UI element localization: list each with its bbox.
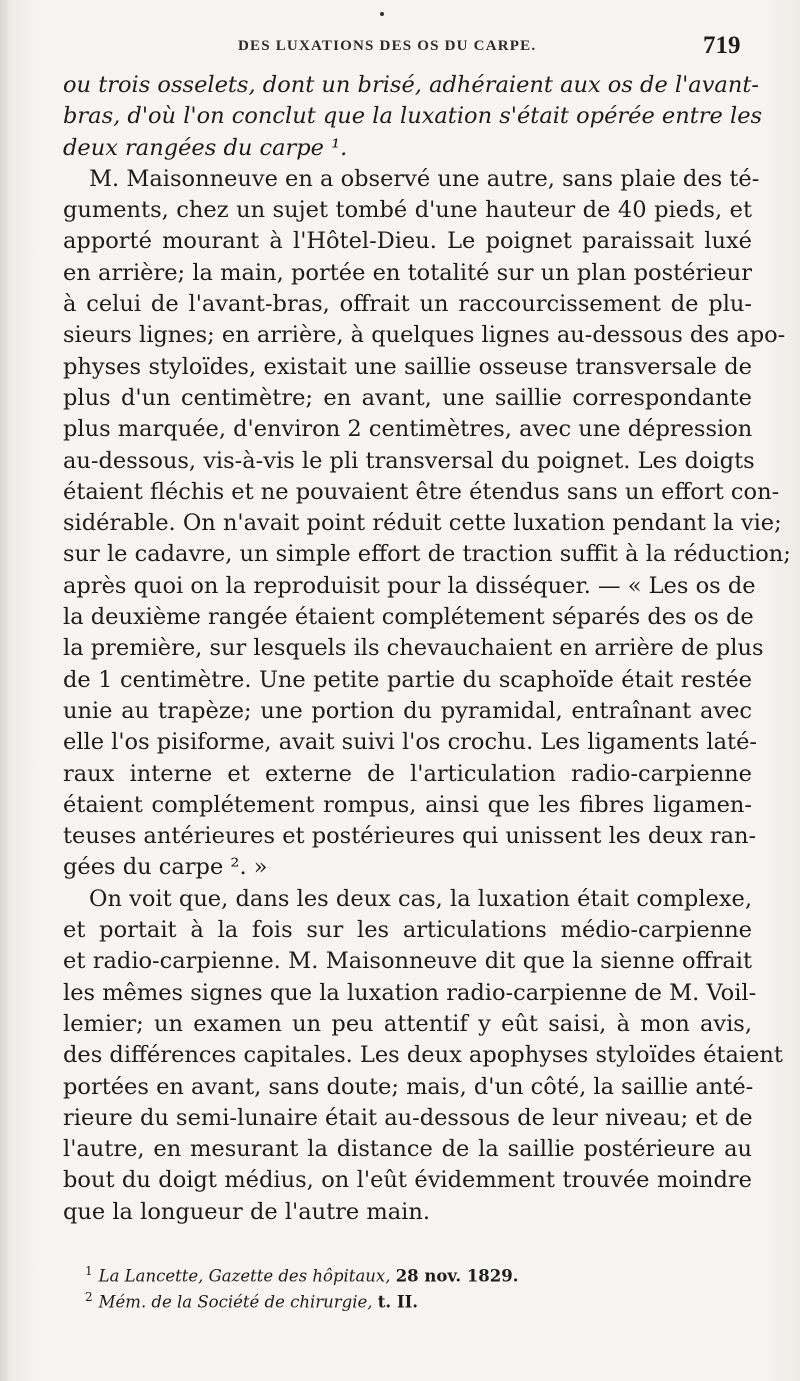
page-edge-shadow (0, 0, 10, 1381)
text-line: rieure du semi-lunaire était au-dessous de leur niveau; et de (63, 1104, 753, 1131)
text-line: la deuxième rangée étaient complétement séparés des os de (63, 604, 754, 631)
text-line: sidérable. On n'avait point réduit cette luxation pendant la vie; (63, 510, 782, 537)
printer-mark (380, 12, 384, 16)
text-line: raux interne et externe de l'articulation radio-carpienne (63, 760, 752, 787)
running-title: DES LUXATIONS DES OS DU CARPE. (238, 38, 537, 54)
text-line: ou trois osselets, dont un brisé, adhéraient aux os de l'avant- (63, 72, 759, 98)
footnote-detail: 28 nov. 1829. (395, 1266, 519, 1286)
footnote-number: 1 (85, 1264, 93, 1278)
text-line: la première, sur lesquels ils chevauchaient en arrière de plus (63, 635, 764, 662)
text-line: On voit que, dans les deux cas, la luxation était complexe, (89, 885, 752, 912)
text-line: à celui de l'avant-bras, offrait un raccourcissement de plu- (63, 291, 752, 318)
text-line: plus marquée, d'environ 2 centimètres, avec une dépression (63, 416, 753, 443)
text-line: gées du carpe ². » (63, 854, 268, 881)
text-line: des différences capitales. Les deux apophyses styloïdes étaient (63, 1042, 783, 1069)
text-line: les mêmes signes que la luxation radio-carpienne de M. Voil- (63, 979, 757, 1006)
footnote-number: 2 (85, 1290, 93, 1304)
text-line: elle l'os pisiforme, avait suivi l'os crochu. Les ligaments laté- (63, 729, 757, 756)
text-line: apporté mourant à l'Hôtel-Dieu. Le poignet paraissait luxé (63, 228, 752, 255)
text-line: deux rangées du carpe ¹. (63, 134, 348, 161)
text-line: de 1 centimètre. Une petite partie du scaphoïde était restée (63, 666, 752, 693)
text-line: sur le cadavre, un simple effort de traction suffit à la réduction; (63, 541, 791, 568)
text-line: M. Maisonneuve en a observé une autre, sans plaie des té- (89, 165, 760, 192)
text-line: physes styloïdes, existait une saillie osseuse transversale de (63, 353, 752, 380)
text-line: et radio-carpienne. M. Maisonneuve dit que la sienne offrait (63, 948, 752, 975)
text-line: lemier; un examen un peu attentif y eût saisi, à mon avis, (63, 1010, 752, 1037)
text-line: étaient complétement rompus, ainsi que les fibres ligamen- (63, 791, 752, 818)
footnote-detail: t. II. (377, 1292, 419, 1312)
text-line: que la longueur de l'autre main. (63, 1198, 430, 1225)
text-line: sieurs lignes; en arrière, à quelques lignes au-dessous des apo- (63, 322, 786, 349)
footnote-source: La Lancette, Gazette des hôpitaux, (98, 1266, 391, 1286)
text-line: l'autre, en mesurant la distance de la saillie postérieure au (63, 1136, 752, 1163)
text-line: guments, chez un sujet tombé d'une hauteur de 40 pieds, et (63, 197, 752, 224)
text-line: plus d'un centimètre; en avant, une saillie correspondante (63, 384, 752, 411)
text-line: au-dessous, vis-à-vis le pli transversal du poignet. Les doigts (63, 447, 755, 474)
text-line: étaient fléchis et ne pouvaient être étendus sans un effort con- (63, 478, 780, 505)
body-text (63, 70, 791, 1228)
text-line: en arrière; la main, portée en totalité sur un plan postérieur (63, 259, 752, 286)
text-line: teuses antérieures et postérieures qui unissent les deux ran- (63, 823, 757, 850)
footnote-source: Mém. de la Société de chirurgie, (98, 1292, 373, 1312)
text-line: bras, d'où l'on conclut que la luxation s'était opérée entre les (63, 103, 763, 130)
text-line: bout du doigt médius, on l'eût évidemment trouvée moindre (63, 1167, 752, 1194)
text-line: après quoi on la reproduisit pour la disséquer. — « Les os de (63, 572, 756, 599)
text-line: portées en avant, sans doute; mais, d'un côté, la saillie anté- (63, 1073, 754, 1100)
text-line: unie au trapèze; une portion du pyramidal, entraînant avec (63, 697, 752, 724)
footnote-2 (85, 1285, 735, 1315)
text-line: et portait à la fois sur les articulations médio-carpienne (63, 917, 752, 944)
page-number: 719 (703, 32, 741, 59)
